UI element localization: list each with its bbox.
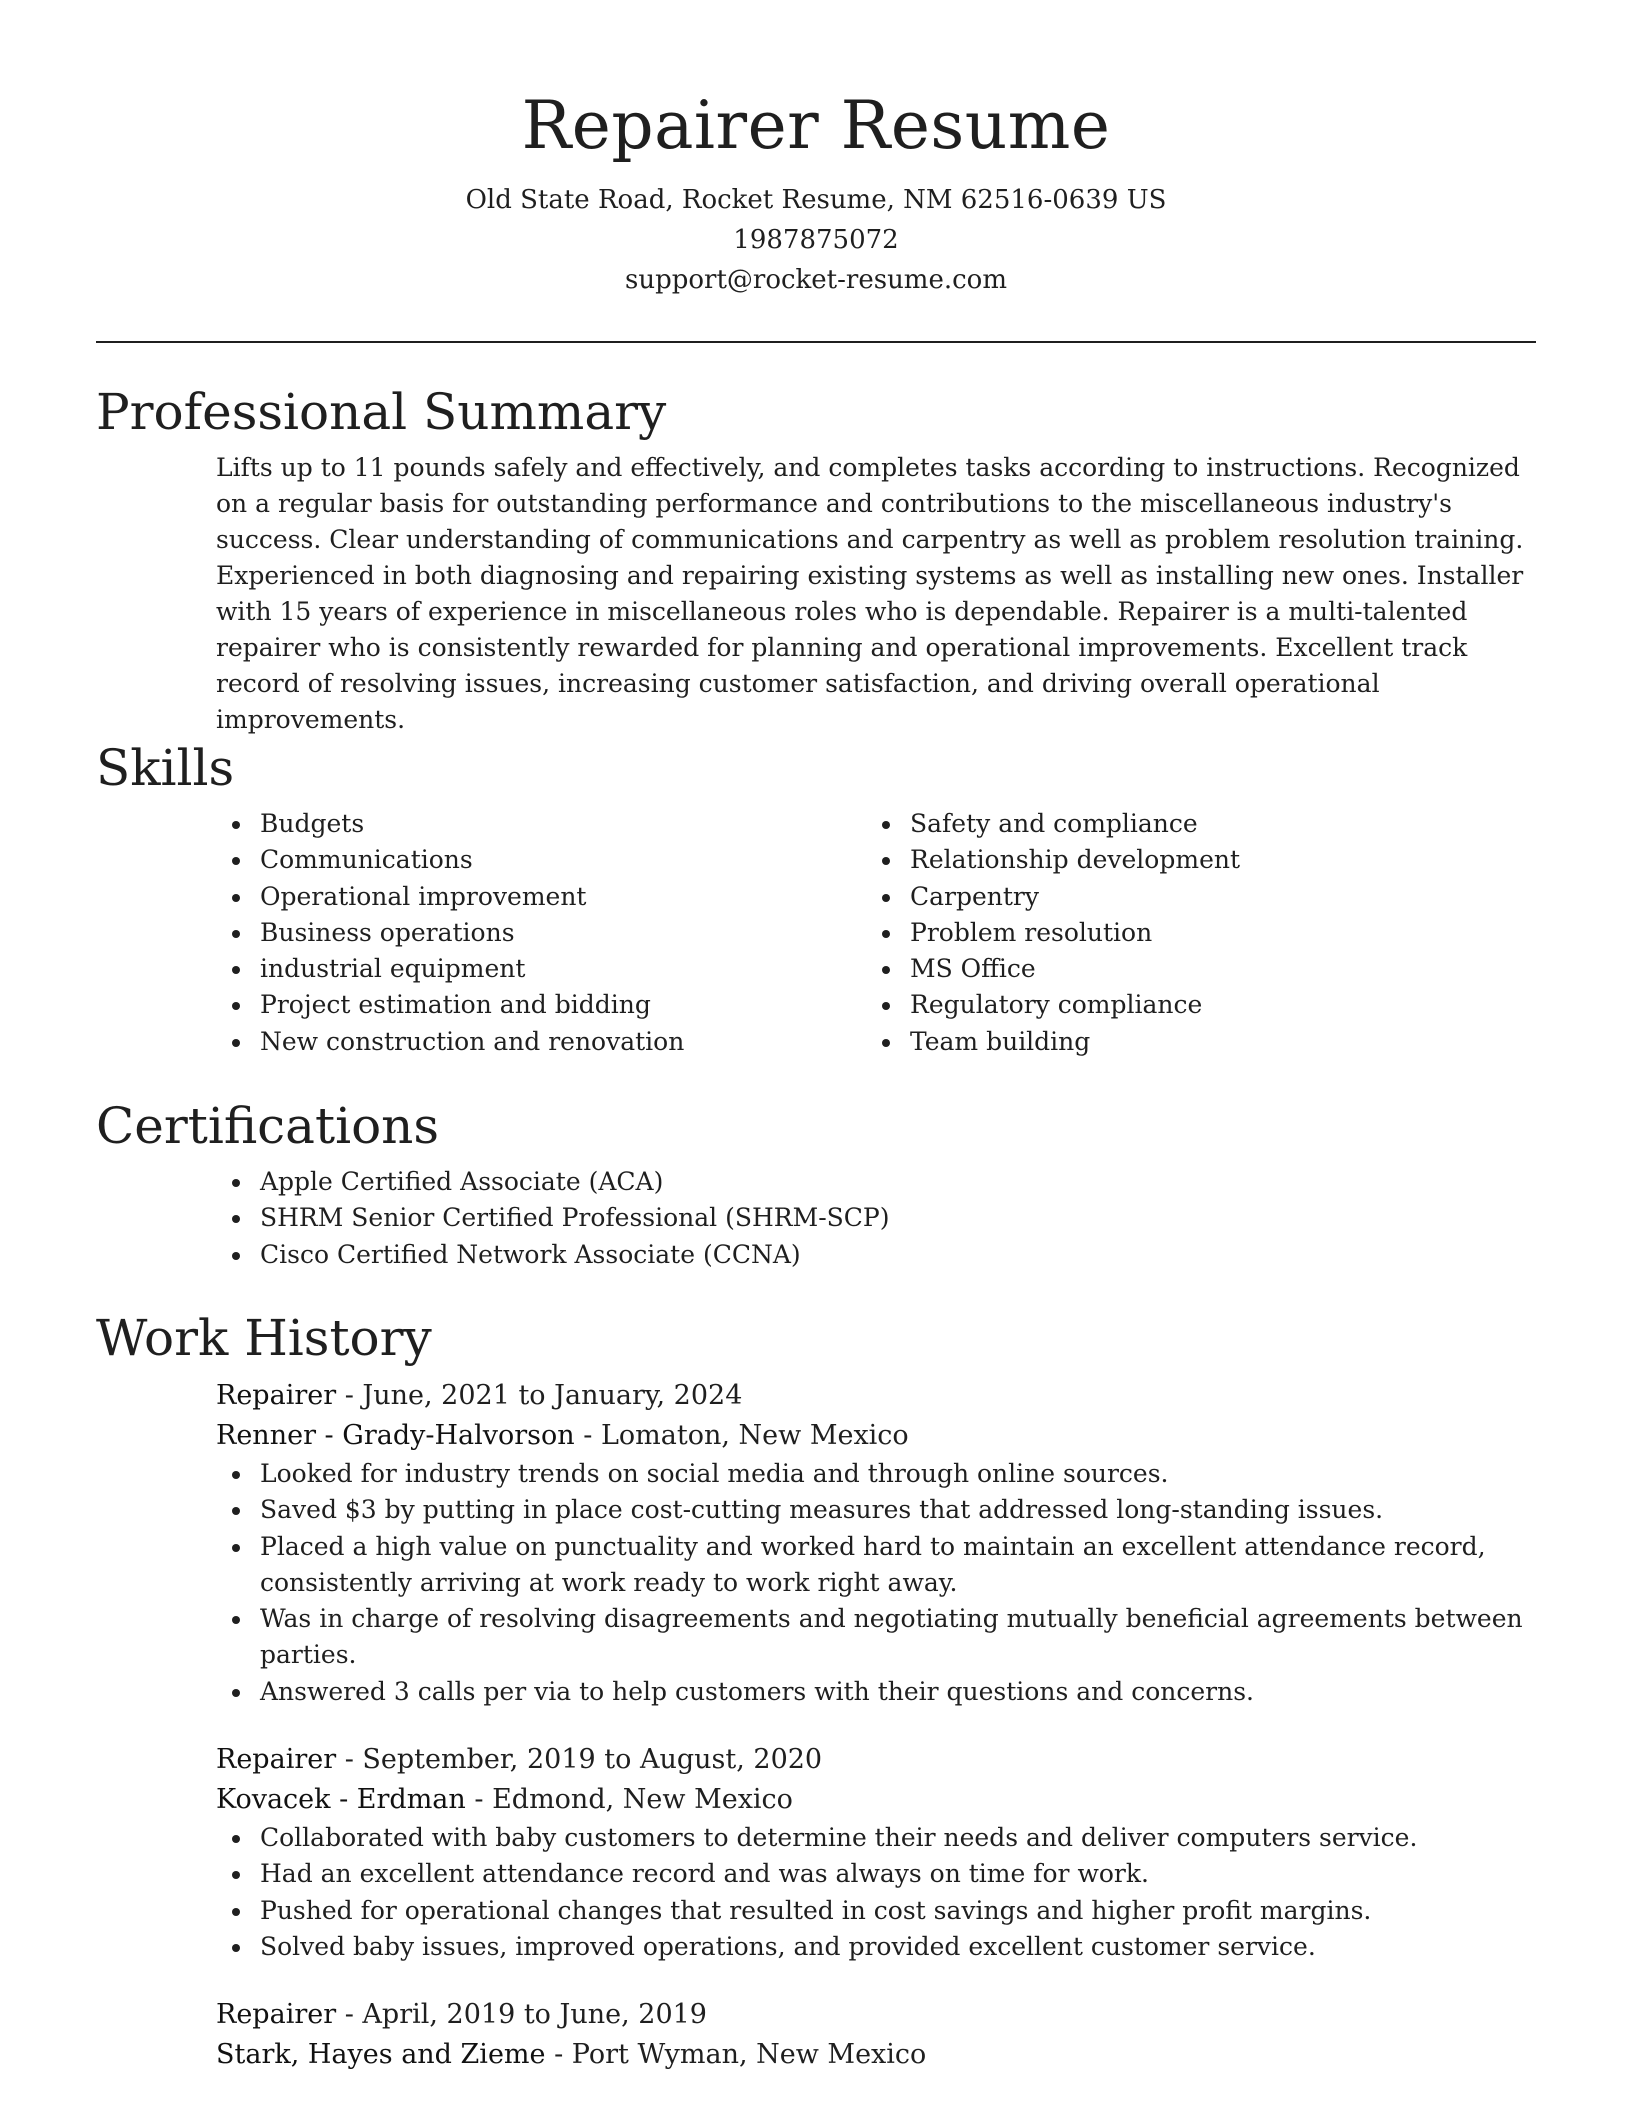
skill-item: Safety and compliance (910, 806, 1516, 842)
job-entry (216, 1995, 1534, 2075)
job-entry (216, 1376, 1534, 1710)
job-company-line (216, 1416, 1534, 1456)
skills-list-left (216, 806, 866, 1060)
job-bullet: Looked for industry trends on social media and through online sources. (260, 1456, 1534, 1492)
work-history-section (96, 1308, 1536, 2105)
skill-item: Relationship development (910, 842, 1516, 878)
skills-column-right (866, 806, 1516, 1060)
summary-heading: Professional Summary (96, 383, 667, 441)
job-company: Renner - Grady-Halvorson (216, 1420, 575, 1451)
job-title-line (216, 1740, 1534, 1780)
certifications-section (96, 1096, 1536, 1273)
job-company-line (216, 1780, 1534, 1820)
job-role: Repairer (216, 1999, 337, 2031)
certifications-heading: Certifications (96, 1097, 440, 1155)
job-dates: - June, 2021 to January, 2024 (336, 1380, 743, 1411)
skill-item: Budgets (260, 806, 866, 842)
contact-email: support@rocket-resume.com (624, 265, 1007, 295)
job-title-line (216, 1995, 1534, 2035)
job-title-line (216, 1376, 1534, 1416)
certification-item: Apple Certified Associate (ACA) (260, 1164, 1534, 1200)
summary-body (216, 450, 1534, 738)
job-entry (216, 1740, 1534, 1965)
job-bullet: Saved $3 by putting in place cost-cutting measures that addressed long-standing issues. (260, 1492, 1534, 1528)
job-bullet: Was in charge of resolving disagreements and negotiating mutually beneficial agreements between parties. (260, 1601, 1534, 1674)
job-bullet: Had an excellent attendance record and was always on time for work. (260, 1856, 1534, 1892)
job-company: Kovacek - Erdman (216, 1784, 466, 1816)
skills-heading: Skills (96, 739, 235, 797)
skill-item: Project estimation and bidding (260, 987, 866, 1023)
skill-item: Operational improvement (260, 879, 866, 915)
skill-item: Problem resolution (910, 915, 1516, 951)
skill-item: Team building (910, 1024, 1516, 1060)
certification-item: SHRM Senior Certified Professional (SHRM-SCP) (260, 1200, 1534, 1236)
skills-list-right (866, 806, 1516, 1060)
job-bullet: Solved baby issues, improved operations, and provided excellent customer service. (260, 1929, 1534, 1965)
summary-section (96, 382, 1536, 738)
skill-item: MS Office (910, 951, 1516, 987)
skill-item: New construction and renovation (260, 1024, 866, 1060)
skills-column-left (216, 806, 866, 1060)
contact-address: Old State Road, Rocket Resume, NM 62516-0639 US (465, 185, 1167, 215)
job-bullets (216, 1456, 1534, 1710)
job-bullet: Placed a high value on punctuality and worked hard to maintain an excellent attendance record, consistently arriving at work ready to work right away. (260, 1529, 1534, 1602)
certifications-list (216, 1164, 1534, 1273)
job-role: Repairer (216, 1744, 337, 1776)
header-divider (96, 341, 1536, 343)
job-role: Repairer (216, 1380, 337, 1411)
job-bullet: Collaborated with baby customers to determine their needs and deliver computers service. (260, 1820, 1534, 1856)
job-bullet: Pushed for operational changes that resulted in cost savings and higher profit margins. (260, 1893, 1534, 1929)
work-history-heading: Work History (96, 1309, 432, 1367)
resume-title: Repairer Resume (521, 87, 1111, 164)
job-company-line (216, 2035, 1534, 2075)
skill-item: industrial equipment (260, 951, 866, 987)
skill-item: Carpentry (910, 879, 1516, 915)
summary-paragraph: Lifts up to 11 pounds safely and effectively, and completes tasks according to instructions. Recognized on a regular basis for outstanding performance and contributions to the miscellaneous industry's success. Clear understanding of communications and carpentry as well as problem resolution training. Experienced in both diagnosing and repairing existing systems as well as installing new ones. Installer with 15 years of experience in miscellaneous roles who is dependable. Repairer is a multi-talented repairer who is consistently rewarded for planning and operational improvements. Excellent track record of resolving issues, increasing customer satisfaction, and driving overall operational improvements. (216, 453, 1524, 734)
certification-item: Cisco Certified Network Associate (CCNA) (260, 1237, 1534, 1273)
work-history-body (216, 1376, 1534, 2075)
contact-phone: 1987875072 (733, 225, 899, 255)
certifications-body (216, 1164, 1534, 1273)
job-bullets (216, 1820, 1534, 1965)
skills-columns (216, 806, 1534, 1060)
job-location: - Port Wyman, New Mexico (545, 2039, 927, 2071)
job-location: - Lomaton, New Mexico (574, 1420, 909, 1451)
job-bullet: Answered 3 calls per via to help customers with their questions and concerns. (260, 1674, 1534, 1710)
skill-item: Business operations (260, 915, 866, 951)
skill-item: Regulatory compliance (910, 987, 1516, 1023)
contact-block (0, 180, 1632, 300)
job-dates: - April, 2019 to June, 2019 (336, 1999, 707, 2031)
job-location: - Edmond, New Mexico (465, 1784, 793, 1816)
resume-header (0, 0, 1632, 300)
skill-item: Communications (260, 842, 866, 878)
skills-section (96, 738, 1536, 1060)
job-company: Stark, Hayes and Zieme (216, 2039, 546, 2071)
job-dates: - September, 2019 to August, 2020 (336, 1744, 823, 1776)
